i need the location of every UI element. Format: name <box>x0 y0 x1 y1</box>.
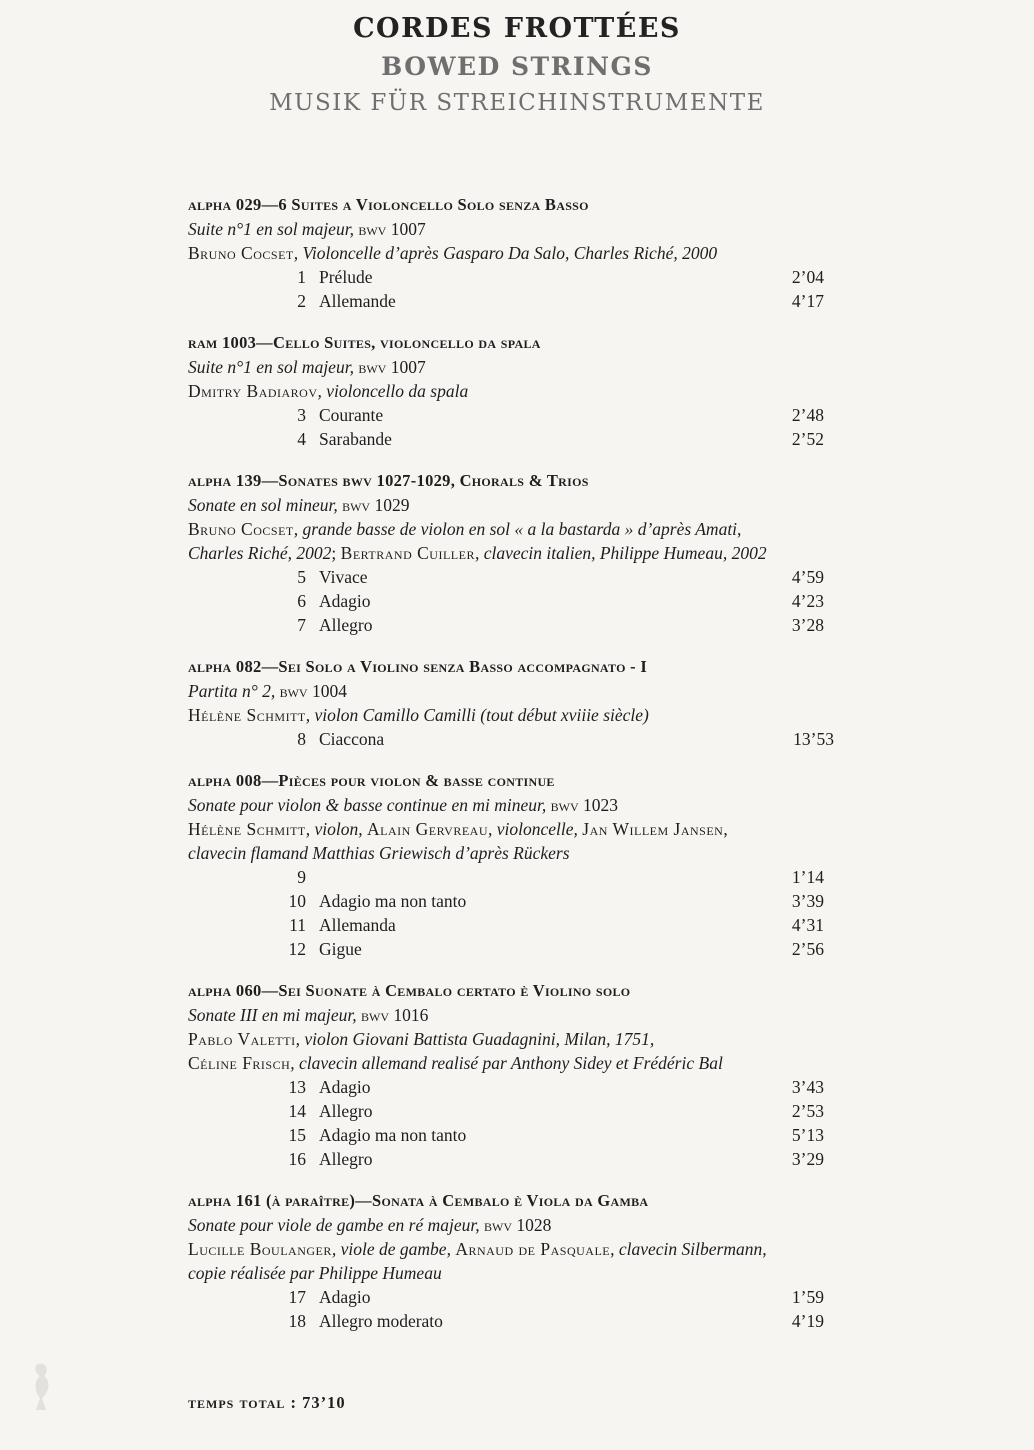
work-title-segment: bwv 1007 <box>358 219 426 239</box>
performer-line <box>188 379 848 403</box>
performer-detail: , Violoncelle d’après Gasparo Da Salo, Charles Riché, 2000 <box>293 243 718 263</box>
performer-detail: , <box>723 819 728 839</box>
performer-name: Céline Frisch <box>188 1053 291 1073</box>
work-title-segment: Sonate III en mi majeur, <box>188 1005 362 1025</box>
track-title: Adagio <box>319 1077 371 1097</box>
track-duration: 1’14 <box>791 867 824 887</box>
track-number: 2 <box>297 291 306 311</box>
album-section <box>188 193 848 313</box>
work-title <box>188 493 848 517</box>
performer-name: Bruno Cocset <box>188 519 294 539</box>
track-row <box>188 289 848 313</box>
track-row <box>188 1099 848 1123</box>
work-title <box>188 793 848 817</box>
track-title: Sarabande <box>319 429 392 449</box>
track-number: 4 <box>297 429 306 449</box>
performer-name: Alain Gervreau <box>366 819 488 839</box>
track-duration: 2’56 <box>791 939 824 959</box>
performer-name: Pablo Valetti <box>188 1029 296 1049</box>
track-row <box>188 265 848 289</box>
work-title-segment: bwv 1016 <box>361 1005 429 1025</box>
work-title <box>188 355 848 379</box>
track-title: Allegro moderato <box>319 1311 443 1331</box>
track-title: Allemanda <box>319 915 396 935</box>
track-row <box>188 865 848 889</box>
track-title: Adagio ma non tanto <box>319 891 467 911</box>
track-title: Adagio <box>319 591 371 611</box>
performer-line <box>188 817 848 841</box>
album-heading: alpha 008—Pièces pour violon & basse continue <box>188 771 555 790</box>
performer-line <box>188 241 848 265</box>
performer-detail: , violon Giovani Battista Guadagnini, Milan, 1751, <box>295 1029 655 1049</box>
work-title-segment: bwv 1007 <box>358 357 426 377</box>
performer-detail: , viole de gambe, <box>331 1239 456 1259</box>
track-title: Allegro <box>319 1101 373 1121</box>
performer-detail: , violon Camillo Camilli (tout début xviiie siècle) <box>305 705 649 725</box>
performer-line <box>188 517 848 541</box>
performer-name: Bruno Cocset <box>188 243 294 263</box>
performer-detail: , clavecin italien, Philippe Humeau, 2002 <box>474 543 767 563</box>
track-row <box>188 1123 848 1147</box>
title-german: MUSIK FÜR STREICHINSTRUMENTE <box>269 90 765 116</box>
track-duration: 4’31 <box>791 915 824 935</box>
track-row <box>188 913 848 937</box>
work-title <box>188 1213 848 1237</box>
track-title: Ciaccona <box>319 729 385 749</box>
performer-detail: , violon, <box>305 819 367 839</box>
track-number: 15 <box>288 1125 306 1145</box>
album-heading: ram 1003—Cello Suites, violoncello da spala <box>188 333 541 352</box>
track-row <box>188 1309 848 1333</box>
track-title: Allegro <box>319 1149 373 1169</box>
work-title-segment: bwv 1023 <box>550 795 618 815</box>
track-title: Courante <box>319 405 384 425</box>
track-row <box>188 727 848 751</box>
performer-line <box>188 703 848 727</box>
title-english: BOWED STRINGS <box>381 52 653 81</box>
track-number: 14 <box>288 1101 306 1121</box>
track-duration: 3’28 <box>791 615 824 635</box>
track-number: 16 <box>288 1149 306 1169</box>
performer-detail: ; <box>331 543 341 563</box>
track-duration: 4’23 <box>791 591 824 611</box>
performer-name: Arnaud de Pasquale <box>455 1239 611 1259</box>
track-row <box>188 1147 848 1171</box>
track-row <box>188 403 848 427</box>
performer-name: Bertrand Cuiller <box>340 543 475 563</box>
track-number: 12 <box>288 939 306 959</box>
track-number: 3 <box>297 405 306 425</box>
track-row <box>188 1285 848 1309</box>
track-title: Gigue <box>319 939 362 959</box>
performer-detail: , grande basse de violon en sol « a la bastarda » d’après Amati, <box>293 519 742 539</box>
track-duration: 13’53 <box>793 729 834 749</box>
track-number: 1 <box>297 267 306 287</box>
album-section <box>188 1189 848 1333</box>
performer-name: Hélène Schmitt <box>188 705 306 725</box>
track-number: 9 <box>297 867 306 887</box>
work-title-segment: bwv 1029 <box>342 495 410 515</box>
track-title: Vivace <box>319 567 368 587</box>
track-number: 17 <box>288 1287 306 1307</box>
performer-line <box>188 1261 848 1285</box>
performer-detail: , violoncelle, <box>488 819 583 839</box>
track-duration: 5’13 <box>791 1125 824 1145</box>
performer-name: Lucille Boulanger <box>188 1239 332 1259</box>
work-title <box>188 679 848 703</box>
track-number: 11 <box>289 915 306 935</box>
performer-detail: , violoncello da spala <box>317 381 469 401</box>
album-section <box>188 979 848 1171</box>
performer-name: Jan Willem Jansen <box>582 819 724 839</box>
track-duration: 4’17 <box>791 291 824 311</box>
track-duration: 2’53 <box>791 1101 824 1121</box>
track-row <box>188 589 848 613</box>
work-title-segment: Suite n°1 en sol majeur, <box>188 357 359 377</box>
track-duration: 4’19 <box>791 1311 824 1331</box>
track-duration: 1’59 <box>791 1287 824 1307</box>
work-title-segment: Sonate pour viole de gambe en ré majeur, <box>188 1215 484 1235</box>
album-section <box>188 769 848 961</box>
track-row <box>188 613 848 637</box>
track-duration: 2’04 <box>791 267 824 287</box>
track-title: Adagio <box>319 1287 371 1307</box>
performer-detail: Charles Riché, 2002 <box>188 543 332 563</box>
work-title-segment: Sonate en sol mineur, <box>188 495 343 515</box>
work-title-segment: Sonate pour violon & basse continue en mi mineur, <box>188 795 551 815</box>
track-row <box>188 889 848 913</box>
album-heading: alpha 139—Sonates bwv 1027-1029, Chorals & Trios <box>188 471 589 490</box>
track-title: Allemande <box>319 291 396 311</box>
track-duration: 2’52 <box>791 429 824 449</box>
track-number: 13 <box>288 1077 306 1097</box>
track-row <box>188 565 848 589</box>
page-titles <box>0 10 1034 120</box>
track-row <box>188 427 848 451</box>
work-title-segment: Partita n° 2, <box>188 681 280 701</box>
performer-name: Dmitry Badiarov <box>188 381 318 401</box>
track-number: 8 <box>297 729 306 749</box>
work-title-segment: bwv 1004 <box>279 681 347 701</box>
track-number: 5 <box>297 567 306 587</box>
track-number: 7 <box>297 615 306 635</box>
performer-detail: copie réalisée par Philippe Humeau <box>188 1263 442 1283</box>
performer-detail: clavecin flamand Matthias Griewisch d’après Rückers <box>188 843 570 863</box>
scan-smudge-icon <box>30 1360 56 1414</box>
track-title: Allegro <box>319 615 373 635</box>
work-title-segment: bwv 1028 <box>483 1215 552 1235</box>
album-heading: alpha 161 (à paraître)—Sonata à Cembalo è Viola da Gamba <box>188 1191 649 1210</box>
work-title <box>188 217 848 241</box>
album-section <box>188 469 848 637</box>
performer-line <box>188 841 848 865</box>
track-duration: 3’29 <box>791 1149 824 1169</box>
album-heading: alpha 029—6 Suites a Violoncello Solo senza Basso <box>188 195 589 214</box>
album-section <box>188 655 848 751</box>
track-row <box>188 1075 848 1099</box>
work-title <box>188 1003 848 1027</box>
performer-line <box>188 541 848 565</box>
performer-line <box>188 1051 848 1075</box>
track-listing <box>188 193 848 1351</box>
album-section <box>188 331 848 451</box>
track-number: 18 <box>288 1311 306 1331</box>
track-duration: 3’39 <box>791 891 824 911</box>
performer-detail: , clavecin Silbermann, <box>610 1239 767 1259</box>
track-number: 10 <box>288 891 306 911</box>
track-number: 6 <box>297 591 306 611</box>
work-title-segment: Suite n°1 en sol majeur, <box>188 219 359 239</box>
track-duration: 2’48 <box>791 405 824 425</box>
performer-line <box>188 1027 848 1051</box>
track-title: Prélude <box>319 267 373 287</box>
performer-detail: , clavecin allemand realisé par Anthony Sidey et Frédéric Bal <box>290 1053 723 1073</box>
title-french: CORDES FROTTÉES <box>353 13 681 44</box>
track-duration: 3’43 <box>791 1077 824 1097</box>
album-heading: alpha 060—Sei Suonate à Cembalo certato è Violino solo <box>188 981 631 1000</box>
total-time: temps total : 73’10 <box>188 1393 346 1412</box>
performer-name: Hélène Schmitt <box>188 819 306 839</box>
track-row <box>188 937 848 961</box>
track-duration: 4’59 <box>791 567 824 587</box>
track-title: Adagio ma non tanto <box>319 1125 467 1145</box>
performer-line <box>188 1237 848 1261</box>
album-heading: alpha 082—Sei Solo a Violino senza Basso accompagnato - I <box>188 657 648 676</box>
